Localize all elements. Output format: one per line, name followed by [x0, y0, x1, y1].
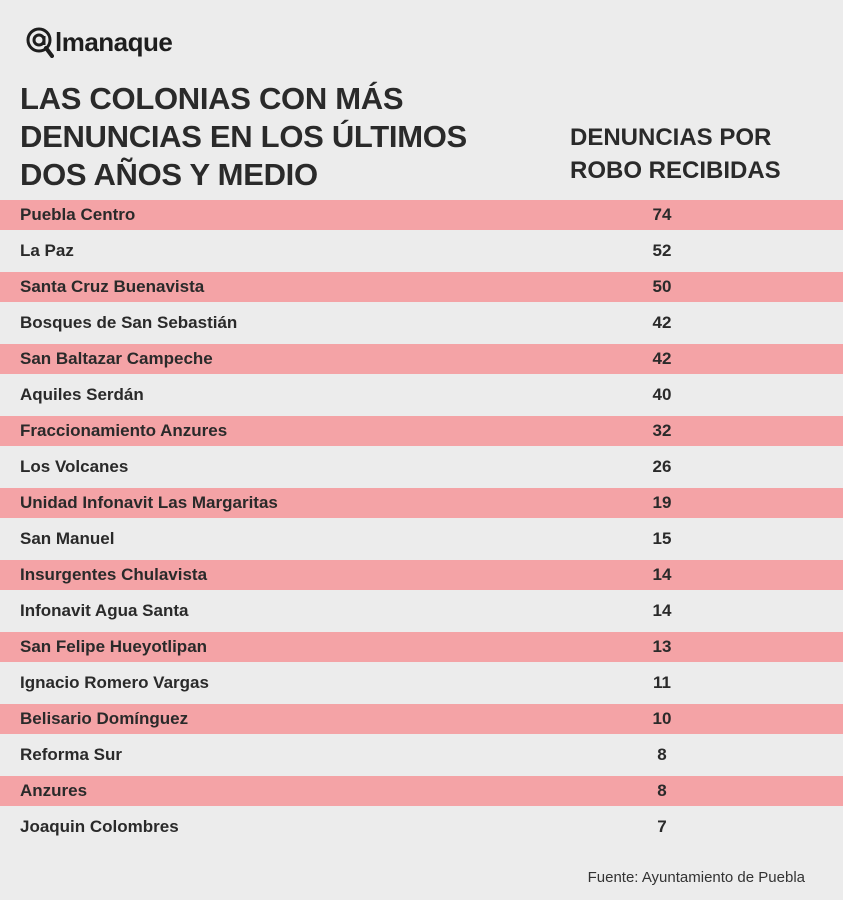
denuncias-value: 42 [652, 349, 672, 368]
title-line: DENUNCIAS EN LOS ÚLTIMOS [20, 119, 467, 154]
table-row [0, 344, 843, 380]
colonia-name: Los Volcanes [20, 457, 129, 476]
denuncias-value: 50 [652, 277, 672, 296]
table-row [0, 488, 843, 524]
table-row [0, 596, 843, 632]
denuncias-value: 11 [653, 673, 671, 692]
table-row [0, 272, 843, 308]
colonia-name: La Paz [20, 241, 74, 260]
table-row [0, 776, 843, 812]
colonias-table [0, 200, 843, 848]
colonia-name: San Baltazar Campeche [20, 349, 213, 368]
denuncias-value: 52 [652, 241, 672, 260]
denuncias-value: 15 [652, 529, 672, 548]
table-row [0, 524, 843, 560]
denuncias-value: 32 [652, 421, 672, 440]
table-row [0, 632, 843, 668]
table-row [0, 380, 843, 416]
page-title [20, 80, 540, 194]
denuncias-value: 10 [652, 709, 672, 728]
denuncias-value: 26 [652, 457, 672, 476]
denuncias-value: 40 [652, 385, 672, 404]
table-row [0, 200, 843, 236]
table-row [0, 668, 843, 704]
table-row [0, 416, 843, 452]
table-row [0, 236, 843, 272]
colonia-name: Ignacio Romero Vargas [20, 673, 209, 692]
colonia-name: Reforma Sur [20, 745, 123, 764]
colonia-name: Puebla Centro [20, 205, 136, 224]
colonia-name: San Manuel [20, 529, 115, 548]
column-header-denuncias [570, 121, 830, 187]
colonia-name: Aquiles Serdán [20, 385, 144, 404]
table-row [0, 740, 843, 776]
denuncias-value: 13 [652, 637, 672, 656]
denuncias-value: 74 [652, 205, 672, 224]
colonia-name: Anzures [20, 781, 88, 800]
denuncias-value: 14 [652, 601, 672, 620]
at-magnifier-icon [26, 26, 54, 58]
colonia-name: Belisario Domínguez [20, 709, 189, 728]
colonia-name: Joaquin Colombres [20, 817, 179, 836]
colonia-name: Bosques de San Sebastián [20, 313, 238, 332]
denuncias-value: 8 [657, 745, 667, 764]
title-line: DOS AÑOS Y MEDIO [20, 157, 318, 192]
table-row [0, 704, 843, 740]
table-row [0, 308, 843, 344]
column-header-line: DENUNCIAS POR [570, 124, 772, 151]
table-row [0, 452, 843, 488]
column-header-line: ROBO RECIBIDAS [570, 157, 781, 184]
colonia-name: Unidad Infonavit Las Margaritas [20, 493, 278, 512]
denuncias-value: 42 [652, 313, 672, 332]
almanaque-logo [26, 24, 172, 60]
table-row [0, 560, 843, 596]
colonia-name: Santa Cruz Buenavista [20, 277, 205, 296]
colonia-name: San Felipe Hueyotlipan [20, 637, 208, 656]
source-note: Fuente: Ayuntamiento de Puebla [587, 869, 805, 886]
denuncias-value: 8 [657, 781, 667, 800]
denuncias-value: 19 [652, 493, 672, 512]
table-row [0, 812, 843, 848]
denuncias-value: 7 [657, 817, 667, 836]
colonia-name: Fraccionamiento Anzures [20, 421, 228, 440]
denuncias-value: 14 [652, 565, 672, 584]
brand-name: lmanaque [55, 26, 173, 57]
colonia-name: Infonavit Agua Santa [20, 601, 189, 620]
title-line: LAS COLONIAS CON MÁS [20, 81, 404, 116]
colonia-name: Insurgentes Chulavista [20, 565, 208, 584]
